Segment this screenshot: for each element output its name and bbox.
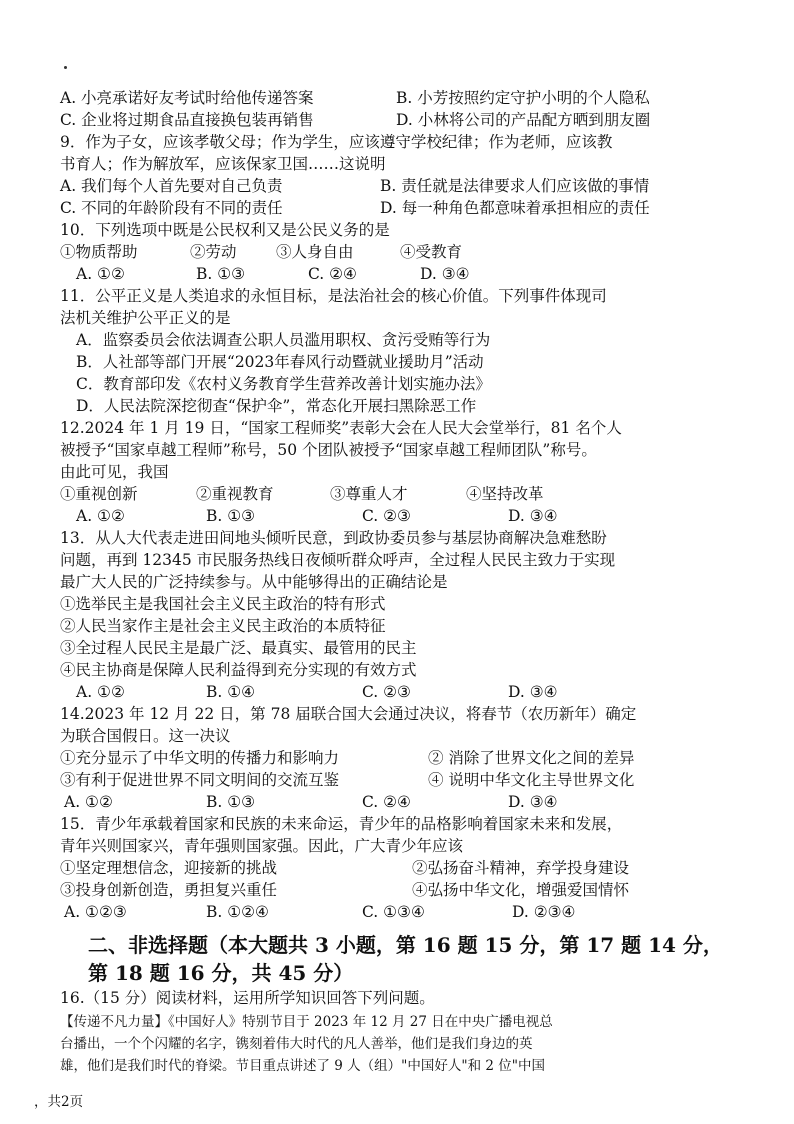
- q10-option-c: C. ②④: [308, 265, 357, 283]
- q14-item-1: ①充分显示了中华文明的传播力和影响力: [60, 749, 340, 767]
- q10-stem: 10．下列选项中既是公民权利又是公民义务的是: [60, 221, 390, 239]
- q14-item-3: ③有利于促进世界不同文明间的交流互鉴: [60, 771, 340, 789]
- q15-stem-line1: 15．青少年承载着国家和民族的未来命运，青少年的品格影响着国家未来和发展，: [60, 815, 623, 833]
- q14-stem-line2: 为联合国假日。这一决议: [60, 727, 231, 745]
- q12-item-4: ④坚持改革: [466, 485, 544, 503]
- q15-item-2: ②弘扬奋斗精神，弃学投身建设: [412, 859, 630, 877]
- q12-item-2: ②重视教育: [196, 485, 274, 503]
- q12-stem-line3: 由此可见，我国: [60, 463, 169, 481]
- scan-speck: [64, 66, 67, 69]
- q11-stem-line1: 11．公平正义是人类追求的永恒目标，是法治社会的核心价值。下列事件体现司: [60, 287, 607, 305]
- q14-item-4: ④ 说明中华文化主导世界文化: [428, 771, 635, 789]
- q15-item-4: ④弘扬中华文化，增强爱国情怀: [412, 881, 630, 899]
- q15-item-1: ①坚定理想信念，迎接新的挑战: [60, 859, 278, 877]
- q15-option-a: A. ①②③: [64, 903, 127, 921]
- q11-option-c: C．教育部印发《农村义务教育学生营养改善计划实施办法》: [76, 375, 491, 393]
- q10-item-3: ③人身自由: [276, 243, 354, 261]
- q13-stem-line3: 最广大人民的广泛持续参与。从中能够得出的正确结论是: [60, 573, 448, 591]
- q16-material-line1: 【传递不凡力量】《中国好人》特别节目于 2023 年 12 月 27 日在中央广播电视总: [60, 1014, 553, 1030]
- q14-option-a: A. ①②: [64, 793, 113, 811]
- q12-item-1: ①重视创新: [60, 485, 138, 503]
- q15-option-d: D. ②③④: [512, 903, 576, 921]
- q9-option-a: A. 我们每个人首先要对自己负责: [60, 177, 283, 195]
- section2-heading-line2: 第 18 题 16 分，共 45 分）: [88, 961, 354, 985]
- q12-stem-line2: 被授予“国家卓越工程师”称号，50 个团队被授予“国家卓越工程师团队”称号。: [60, 441, 597, 459]
- q15-option-c: C. ①③④: [362, 903, 425, 921]
- q10-item-4: ④受教育: [400, 243, 463, 261]
- q13-stem-line1: 13．从人大代表走进田间地头倾听民意，到政协委员参与基层协商解决急难愁盼: [60, 529, 607, 547]
- section2-heading-line1: 二、非选择题（本大题共 3 小题，第 16 题 15 分，第 17 题 14 分，: [88, 933, 723, 957]
- q11-option-a: A．监察委员会依法调查公职人员滥用职权、贪污受贿等行为: [76, 331, 491, 349]
- q11-option-d: D．人民法院深挖彻查“保护伞”，常态化开展扫黑除恶工作: [76, 397, 477, 415]
- q14-option-d: D. ③④: [508, 793, 558, 811]
- q13-option-d: D. ③④: [508, 683, 558, 701]
- q9-stem-line1: 9．作为子女，应该孝敬父母；作为学生，应该遵守学校纪律；作为老师，应该教: [60, 133, 613, 151]
- q12-item-3: ③尊重人才: [330, 485, 408, 503]
- q10-option-d: D. ③④: [420, 265, 470, 283]
- q8-option-a: A. 小亮承诺好友考试时给他传递答案: [60, 89, 314, 107]
- q8-option-d: D. 小林将公司的产品配方晒到朋友圈: [396, 111, 651, 129]
- q10-option-a: A. ①②: [76, 265, 125, 283]
- q16-material-line2: 台播出，一个个闪耀的名字，镌刻着伟大时代的凡人善举，他们是我们身边的英: [60, 1036, 533, 1052]
- page-footer: ，共2页: [34, 1094, 84, 1110]
- q12-stem-line1: 12.2024 年 1 月 19 日，“国家工程师奖”表彰大会在人民大会堂举行，81 名个人: [60, 419, 622, 437]
- q12-option-b: B. ①③: [206, 507, 256, 525]
- q13-item-4: ④民主协商是保障人民利益得到充分实现的有效方式: [60, 661, 417, 679]
- q13-item-2: ②人民当家作主是社会主义民主政治的本质特征: [60, 617, 386, 635]
- q13-option-a: A. ①②: [76, 683, 125, 701]
- q12-option-d: D. ③④: [508, 507, 558, 525]
- q15-stem-line2: 青年兴则国家兴，青年强则国家强。因此，广大青少年应该: [60, 837, 464, 855]
- q11-option-b: B．人社部等部门开展“2023年春风行动暨就业援助月”活动: [76, 353, 484, 371]
- q13-item-3: ③全过程人民民主是最广泛、最真实、最管用的民主: [60, 639, 417, 657]
- q14-item-2: ② 消除了世界文化之间的差异: [428, 749, 635, 767]
- q15-option-b: B. ①②④: [206, 903, 269, 921]
- q10-item-1: ①物质帮助: [60, 243, 138, 261]
- q13-stem-line2: 问题，再到 12345 市民服务热线日夜倾听群众呼声，全过程人民民主致力于实现: [60, 551, 616, 569]
- q16-material-line3: 雄，他们是我们时代的脊梁。节目重点讲述了 9 人（组）"中国好人"和 2 位"中国: [60, 1058, 545, 1074]
- q9-option-b: B. 责任就是法律要求人们应该做的事情: [380, 177, 650, 195]
- q12-option-c: C. ②③: [362, 507, 411, 525]
- q16-stem: 16.（15 分）阅读材料，运用所学知识回答下列问题。: [60, 989, 435, 1007]
- q13-option-c: C. ②③: [362, 683, 411, 701]
- q10-option-b: B. ①③: [196, 265, 246, 283]
- q13-item-1: ①选举民主是我国社会主义民主政治的特有形式: [60, 595, 386, 613]
- q9-option-c: C. 不同的年龄阶段有不同的责任: [60, 199, 283, 217]
- q9-stem-line2: 书育人；作为解放军，应该保家卫国……这说明: [60, 155, 386, 173]
- q15-item-3: ③投身创新创造，勇担复兴重任: [60, 881, 278, 899]
- q12-option-a: A. ①②: [76, 507, 125, 525]
- q8-option-b: B. 小芳按照约定守护小明的个人隐私: [396, 89, 650, 107]
- q8-option-c: C. 企业将过期食品直接换包装再销售: [60, 111, 314, 129]
- q14-stem-line1: 14.2023 年 12 月 22 日，第 78 届联合国大会通过决议，将春节（农历新年）确定: [60, 705, 637, 723]
- q10-item-2: ②劳动: [190, 243, 237, 261]
- q11-stem-line2: 法机关维护公平正义的是: [60, 309, 231, 327]
- q9-option-d: D. 每一种角色都意味着承担相应的责任: [380, 199, 650, 217]
- q14-option-c: C. ②④: [362, 793, 411, 811]
- q13-option-b: B. ①④: [206, 683, 256, 701]
- q14-option-b: B. ①③: [206, 793, 256, 811]
